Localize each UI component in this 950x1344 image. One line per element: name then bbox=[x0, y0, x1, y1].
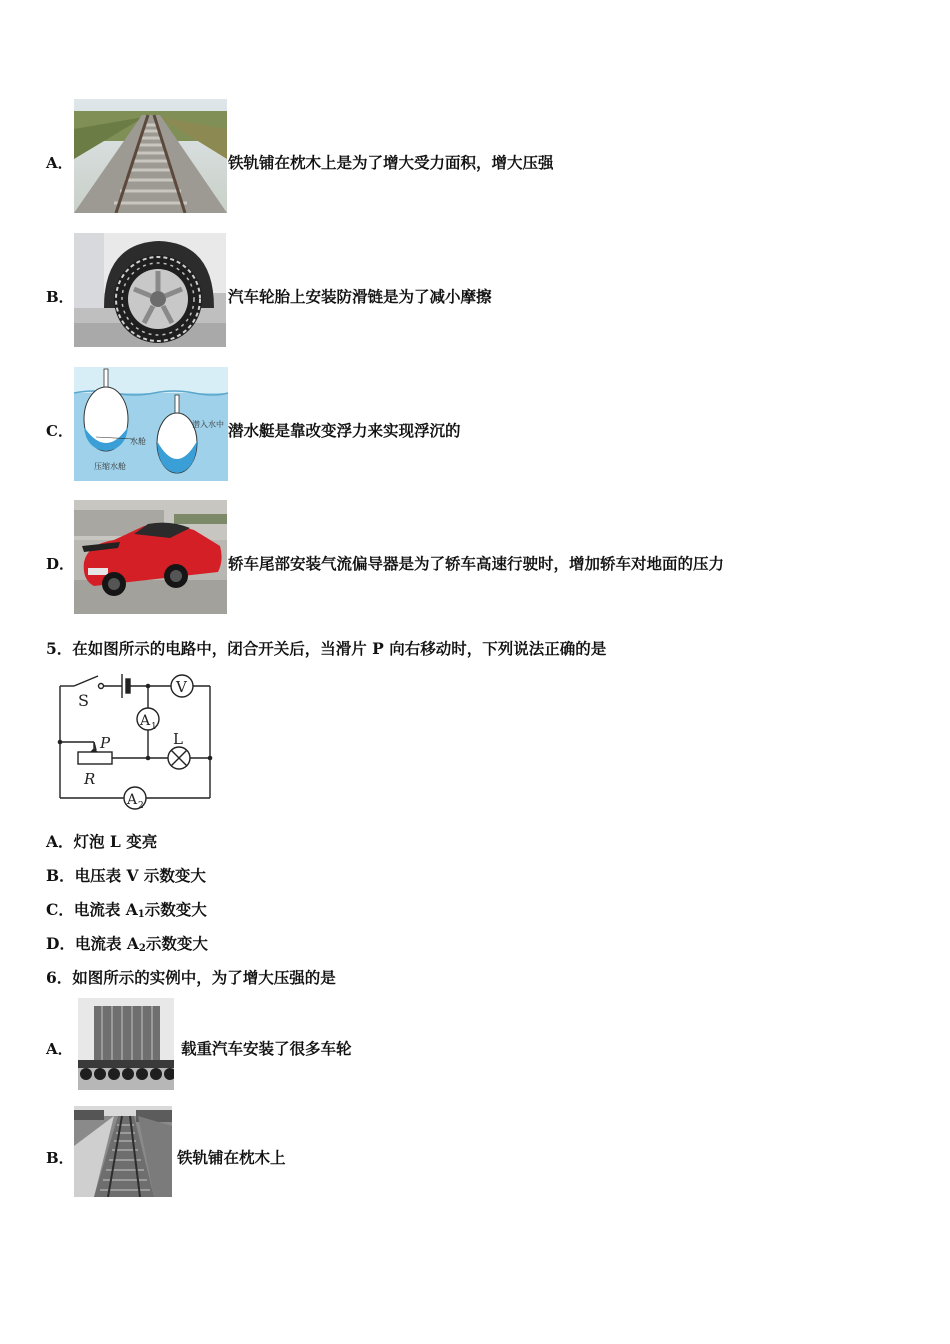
voltmeter-label: V bbox=[176, 678, 187, 696]
ammeter1-label: A bbox=[140, 713, 151, 729]
option-text: 电流表 A bbox=[74, 934, 139, 953]
option-letter: B． bbox=[46, 866, 75, 885]
circuit-diagram bbox=[54, 666, 216, 814]
option-a bbox=[46, 830, 157, 852]
option-text: 铁轨铺在枕木上是为了增大受力面积，增大压强 bbox=[228, 153, 554, 172]
option-text: 电压表 V 示数变大 bbox=[74, 866, 206, 885]
ammeter2-sub: 2 bbox=[138, 801, 144, 811]
option-letter: A． bbox=[46, 154, 73, 172]
railway-sleepers-photo bbox=[74, 1106, 172, 1197]
lamp-label: L bbox=[173, 730, 183, 748]
option-text: 铁轨铺在枕木上 bbox=[177, 1148, 286, 1167]
option-letter: C． bbox=[46, 422, 73, 440]
red-sports-car-photo bbox=[74, 500, 227, 614]
submarine-label: 潜入水中 bbox=[192, 420, 224, 429]
option-letter: A． bbox=[46, 1040, 73, 1058]
ammeter2-label: A bbox=[127, 792, 138, 808]
question-5-stem: 5．在如图所示的电路中，闭合开关后，当滑片 P 向右移动时，下列说法正确的是 bbox=[46, 639, 607, 658]
option-letter: C． bbox=[46, 900, 74, 919]
heavy-truck-photo bbox=[78, 998, 174, 1090]
question-6-stem: 6．如图所示的实例中，为了增大压强的是 bbox=[46, 968, 336, 987]
option-d bbox=[46, 932, 208, 954]
option-text: 汽车轮胎上安装防滑链是为了减小摩擦 bbox=[228, 287, 492, 306]
option-letter: D． bbox=[46, 934, 75, 953]
submarine-diagram bbox=[74, 367, 228, 481]
option-text: 灯泡 L 变亮 bbox=[73, 832, 158, 851]
option-c bbox=[46, 898, 207, 920]
option-text: 示数变大 bbox=[144, 900, 207, 919]
option-subscript: 1 bbox=[137, 909, 145, 920]
ammeter1-sub: 1 bbox=[151, 722, 157, 732]
option-text: 示数变大 bbox=[145, 934, 208, 953]
option-text: 载重汽车安装了很多车轮 bbox=[181, 1039, 352, 1058]
slider-label: P bbox=[100, 734, 111, 752]
option-text: 潜水艇是靠改变浮力来实现浮沉的 bbox=[228, 421, 461, 440]
option-text: 电流表 A bbox=[73, 900, 138, 919]
resistor-label: R bbox=[84, 770, 96, 788]
submarine-label: 压缩水舱 bbox=[94, 462, 126, 471]
option-subscript: 2 bbox=[138, 943, 146, 954]
switch-label: S bbox=[78, 691, 89, 710]
option-letter: D． bbox=[46, 555, 75, 573]
option-letter: B． bbox=[46, 288, 74, 306]
tire-snow-chain-photo bbox=[74, 233, 226, 347]
railway-track-photo bbox=[74, 99, 227, 213]
submarine-label: 水舱 bbox=[130, 437, 146, 446]
option-b bbox=[46, 864, 206, 886]
option-text: 轿车尾部安装气流偏导器是为了轿车高速行驶时，增加轿车对地面的压力 bbox=[228, 554, 725, 573]
option-letter: B． bbox=[46, 1149, 74, 1167]
option-letter: A． bbox=[46, 832, 74, 851]
